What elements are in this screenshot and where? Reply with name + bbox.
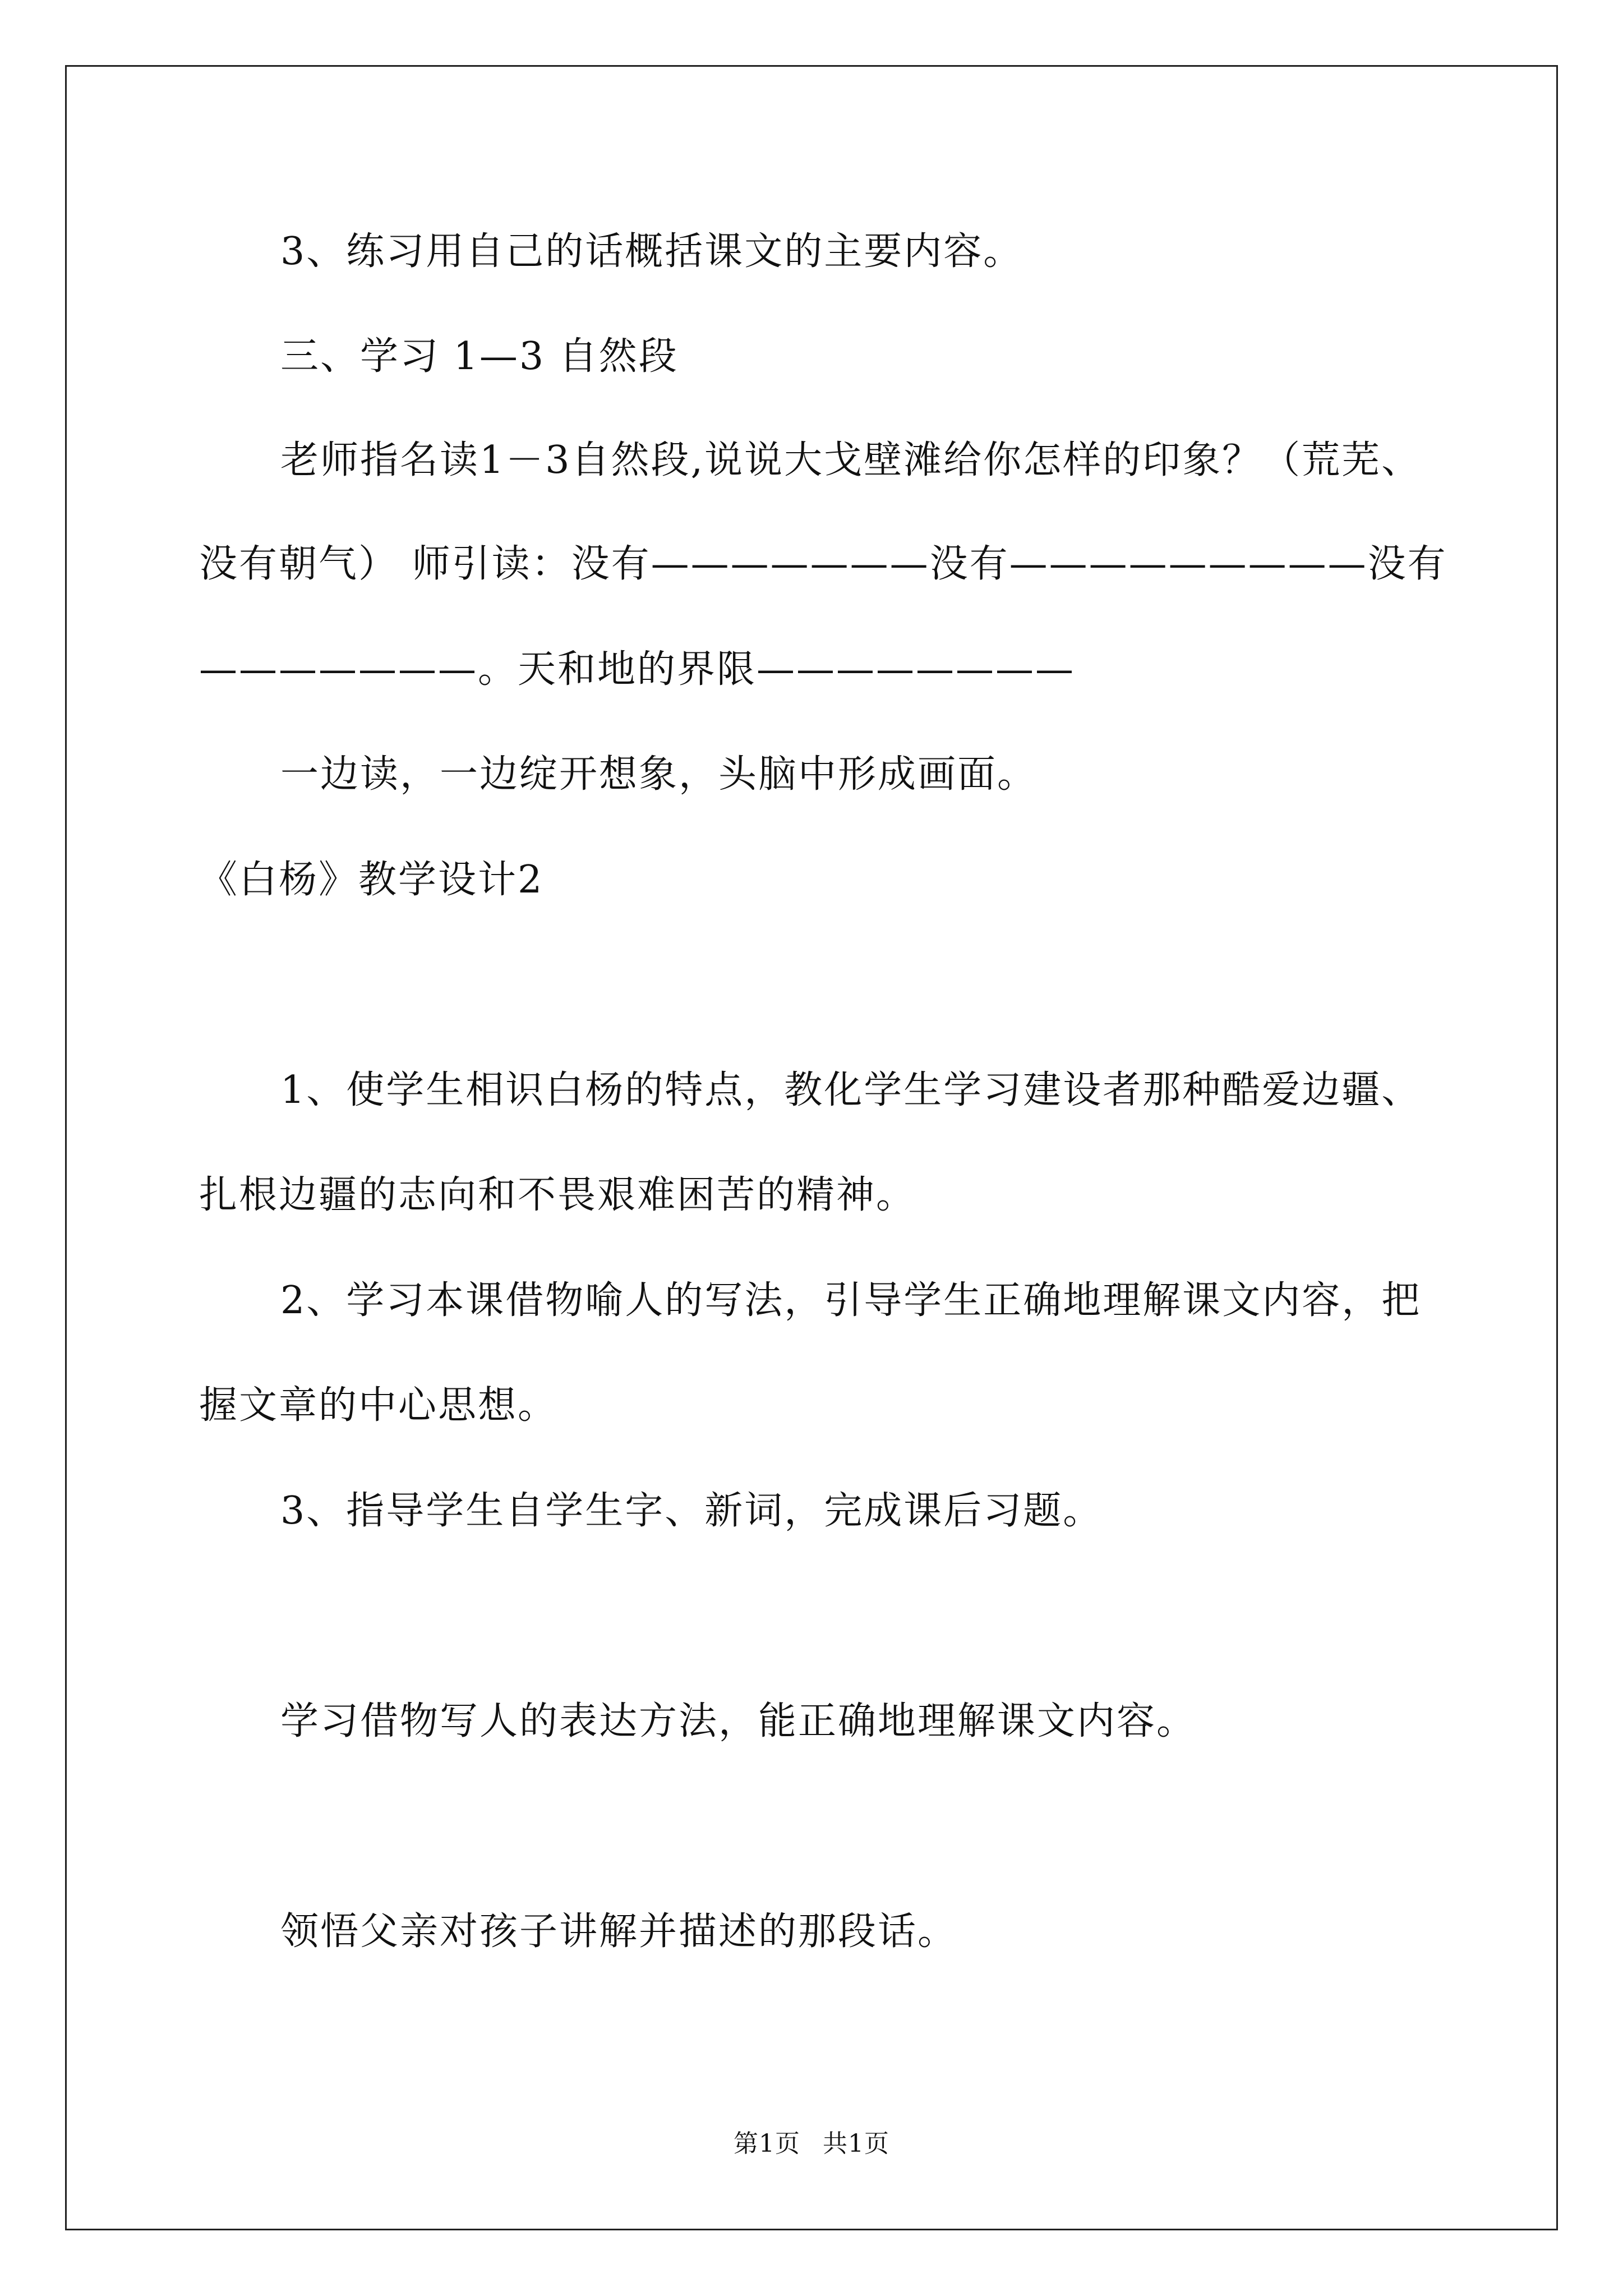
paragraph-line: 三、学习 1—3 自然段 xyxy=(280,334,679,379)
paragraph-line: 2、学习本课借物喻人的写法，引导学生正确地理解课文内容，把 xyxy=(280,1278,1422,1323)
paragraph-line: 1、使学生相识白杨的特点，教化学生学习建设者那种酷爱边疆、 xyxy=(280,1068,1422,1112)
page-number: 第1页 xyxy=(734,2129,800,2158)
paragraph-line: 学习借物写人的表达方法，能正确地理解课文内容。 xyxy=(280,1699,1197,1743)
page-total: 共1页 xyxy=(823,2129,889,2158)
paragraph-line: 一边读，一边绽开想象，头脑中形成画面。 xyxy=(280,752,1038,797)
paragraph-line: 扎根边疆的志向和不畏艰难困苦的精神。 xyxy=(199,1173,916,1217)
section-title: 《白杨》教学设计2 xyxy=(199,858,544,902)
paragraph-line: 领悟父亲对孩子讲解并描述的那段话。 xyxy=(280,1910,958,1954)
paragraph-line: 3、指导学生自学生字、新词，完成课后习题。 xyxy=(280,1489,1103,1533)
paragraph-line: 老师指名读1－3自然段,说说大戈壁滩给你怎样的印象？（荒芜、 xyxy=(280,438,1422,482)
paragraph-line: ———————。天和地的界限———————— xyxy=(199,647,1076,692)
page-frame xyxy=(65,65,1558,2230)
page-footer xyxy=(0,2129,1623,2158)
paragraph-line: 3、练习用自己的话概括课文的主要内容。 xyxy=(280,229,1023,274)
paragraph-line: 握文章的中心思想。 xyxy=(199,1383,558,1428)
paragraph-line: 没有朝气） 师引读：没有———————没有—————————没有 xyxy=(199,542,1447,586)
